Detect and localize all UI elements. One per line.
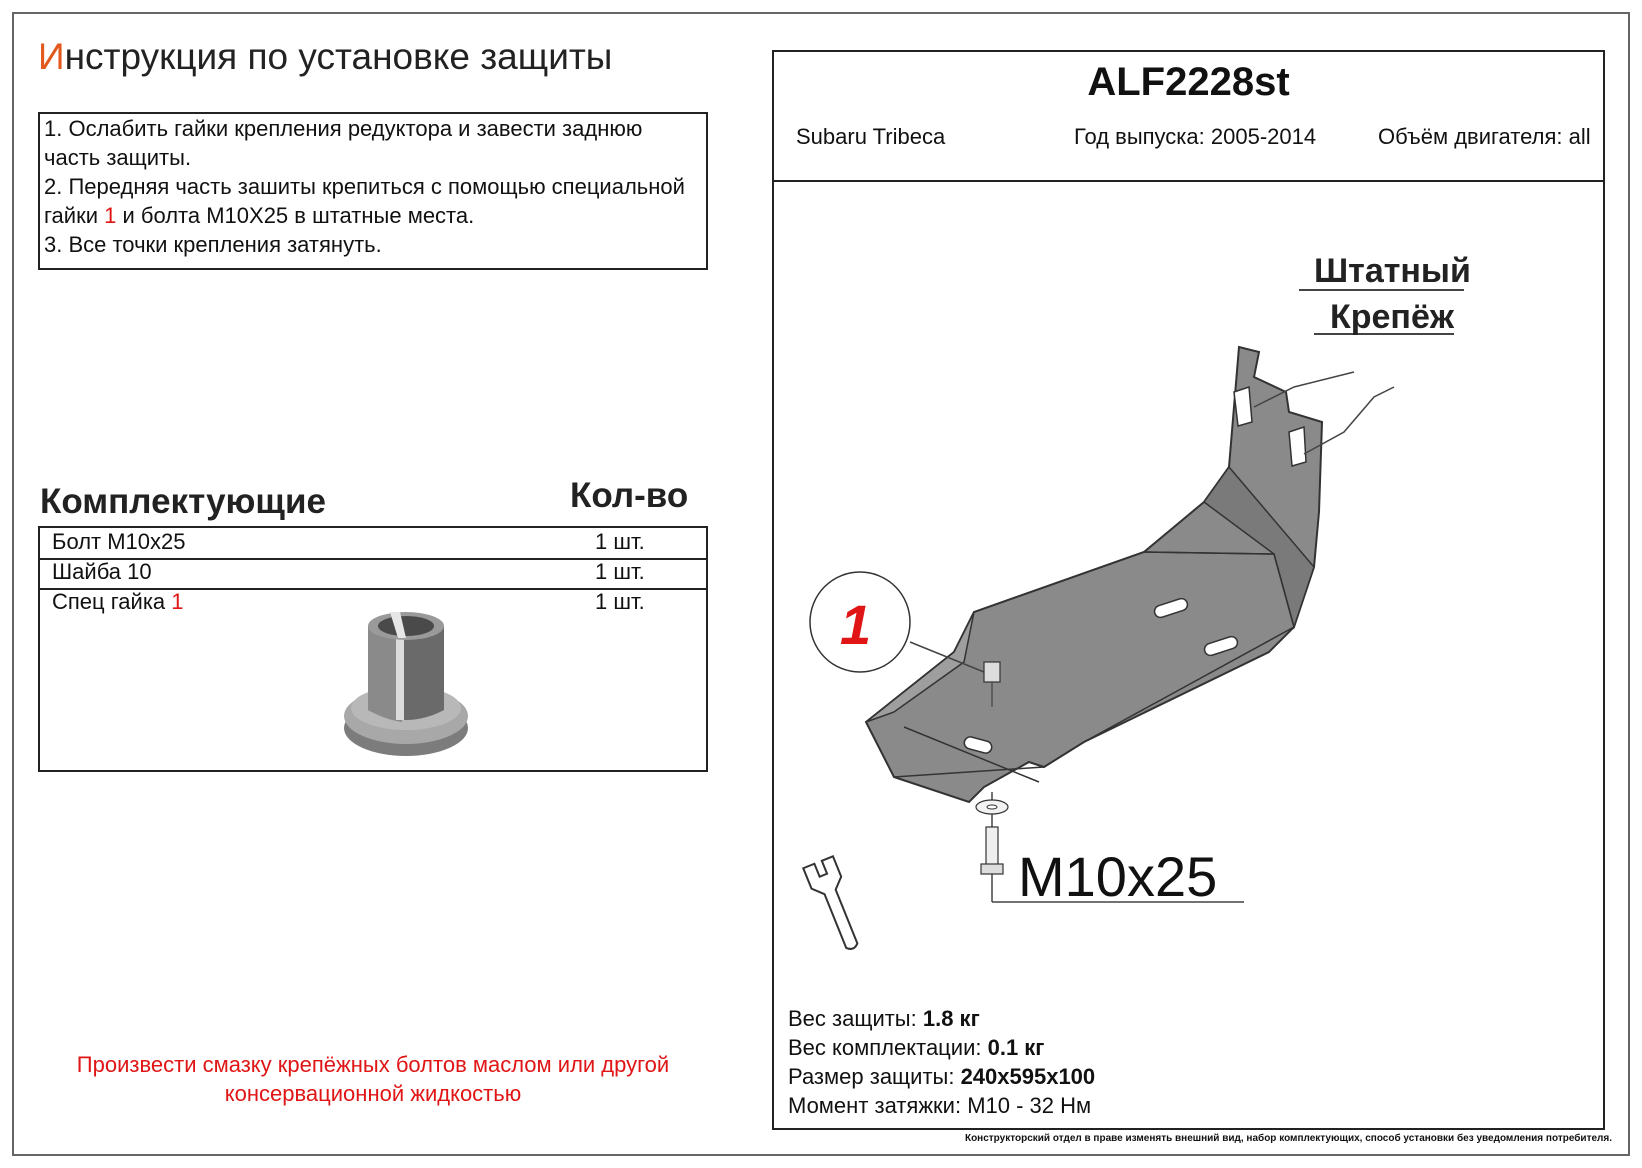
spec-kit-weight [788,1033,1095,1062]
part-name: Болт М10х25 [52,529,186,554]
spec-torque-value: М10 - 32 Нм [967,1093,1092,1118]
instructions-box [38,112,708,270]
bolt-icon [986,827,998,867]
spec-weight-label: Вес защиты: [788,1006,923,1031]
title-first-letter: И [38,36,65,77]
instruction-step-2-text-b: и болта М10Х25 в штатные места. [116,203,475,228]
spec-weight [788,1004,1095,1033]
standard-fastener-label-2: Крепёж [1330,298,1454,336]
bolt-label: M10x25 [1018,845,1218,908]
product-header [774,52,1603,182]
instruction-step-1: 1. Ослабить гайки крепления редуктора и завести заднюю часть защиты. [44,116,643,170]
part-name [52,588,184,616]
spec-size-label: Размер защиты: [788,1064,961,1089]
lubrication-note: Произвести смазку крепёжных болтов маслом или другой консервационной жидкостью [76,1052,670,1106]
spec-kit-label: Вес комплектации: [788,1035,988,1060]
vehicle-model: Subaru Tribeca [796,124,946,149]
disclaimer: Конструкторский отдел в праве изменять внешний вид, набор комплектующих, способ установки без уведомления потребителя. [964,1133,1612,1144]
instruction-step-2 [44,172,702,230]
product-code: ALF2228st [1087,60,1290,104]
spec-size-value: 240х595х100 [960,1064,1096,1089]
part-qty: 1 шт. [595,559,645,584]
parts-row [40,528,706,560]
engine-volume: Объём двигателя: all [1378,124,1591,149]
special-nut-icon [984,662,1000,682]
part-qty: 1 шт. [595,529,645,554]
year-range: Год выпуска: 2005-2014 [1074,124,1317,149]
part-qty: 1 шт. [595,589,645,614]
callout-number: 1 [840,593,872,656]
skid-plate-body [866,347,1322,802]
spec-kit-value: 0.1 кг [987,1035,1045,1060]
spec-torque [788,1091,1095,1120]
part-name: Шайба 10 [52,559,152,584]
part-ref: 1 [171,589,184,614]
part-name-text: Спец гайка [52,589,172,614]
page-title [38,36,612,78]
instruction-step-3: 3. Все точки крепления затянуть. [44,232,382,257]
specifications [788,1004,1095,1120]
standard-fastener-label-1: Штатный [1314,252,1471,290]
spec-weight-value: 1.8 кг [922,1006,980,1031]
spec-torque-label: Момент затяжки: [788,1093,968,1118]
title-rest: нструкция по установке защиты [64,36,613,77]
spec-size [788,1062,1095,1091]
parts-table [38,526,708,772]
instruction-step-2-text-a: 2. Передняя часть зашиты крепиться с помощью специальной гайки [44,174,685,228]
instruction-step-2-ref: 1 [104,203,117,228]
parts-heading: Комплектующие [40,482,326,521]
skid-plate-diagram [774,182,1607,1052]
parts-row [40,558,706,590]
qty-heading: Кол-во [570,476,689,515]
product-panel [772,50,1605,1130]
special-nut-image [340,598,480,758]
wrench-icon [803,856,868,954]
